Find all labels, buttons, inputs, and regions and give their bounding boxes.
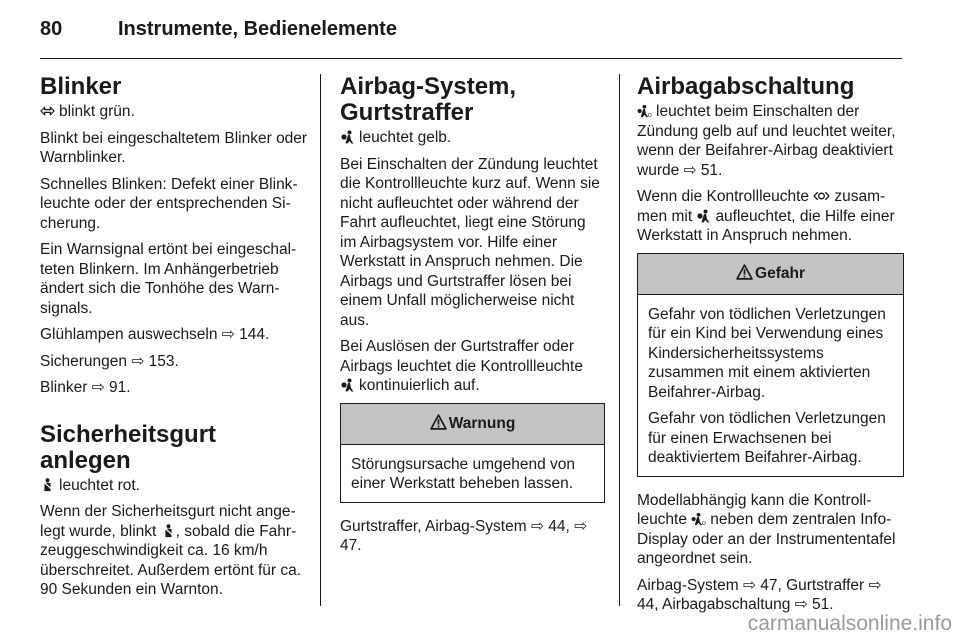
column-divider [619,74,620,606]
paragraph: blinkt grün. [40,102,308,122]
warning-text: Störungsursache umgehend von einer Werkstatt beheben lassen. [351,455,576,492]
paragraph: Bei Auslösen der Gurtstraffer oder Airbags leuchtet die Kontrollleuchte kontinuierlich auf. [340,338,583,394]
page-number: 80 [40,18,63,40]
seatbelt-icon [40,478,55,492]
warning-triangle-icon [430,414,447,430]
seatbelt-icon [161,524,176,538]
paragraph: leuchtet beim Einschalten der Zündung gelb auf und leuchtet weiter, wenn der Beifahrer-Airbag deaktiviert wurde ⇨ 51. [637,103,896,179]
paragraph: Blinkt bei eingeschaltetem Blinker oder Warnblinker. [40,129,308,166]
paragraph: Wenn die Kontrollleuchte zusammen mit aufleuchtet, die Hilfe einer Werkstatt in Anspruch nehmen. [637,188,895,244]
column-left [40,74,308,607]
warning-box [340,403,605,503]
reference-link[interactable]: Gurtstraffer, Airbag-System ⇨ 44, ⇨ 47. [340,517,588,554]
danger-body [638,295,903,476]
turn-signal-icon [40,104,55,118]
paragraph: leuchtet rot. [40,476,308,496]
header-rule [40,58,902,59]
reference-link[interactable]: Sicherungen ⇨ 153. [40,352,179,370]
paragraph: Schnelles Blinken: Defekt einer Blinkleuchte oder der entsprechenden Sicherung. [40,175,298,232]
warning-triangle-icon [736,264,753,280]
danger-header: Gefahr [638,254,903,295]
column-right [637,74,904,622]
paragraph: Wenn der Sicherheitsgurt nicht angelegt wurde, blinkt , sobald die Fahrzeuggeschwindigkeit ca. 16 km/h überschreitet. Außerdem ertönt für ca. 90 Sekunden ein Warnton. [40,503,302,598]
airbag-icon [696,209,711,223]
airbag-off-icon [691,512,706,526]
reference-link[interactable]: Blinker ⇨ 91. [40,379,131,396]
airbag-off-icon [637,104,652,118]
paragraph: Modellabhängig kann die Kontrollleuchte neben dem zentralen Info-Display oder an der Instrumententafel angeordnet sein. [637,491,896,567]
paragraph: Bei Einschalten der Zündung leuchtet die Kontrollleuchte kurz auf. Wenn sie nicht aufleuchtet oder während der Fahrt aufleuchtet, liegt eine Störung im Airbagsystem vor. Hilfe einer Werkstatt in Anspruch nehmen. Die Airbags und Gurtstraffer lösen bei einem Unfall möglicherweise nicht aus. [340,155,600,329]
column-divider [320,74,321,606]
section-title-airbag-off: Airbagabschaltung [637,73,855,100]
service-wrench-icon [813,189,830,203]
reference-link[interactable]: Airbag-System ⇨ 47, Gurtstraffer ⇨ 44, Airbagabschaltung ⇨ 51. [637,576,882,613]
section-title-airbag-system: Airbag-System, Gurtstraffer [340,73,517,126]
reference-link[interactable]: Glühlampen auswechseln ⇨ 144. [40,326,270,343]
paragraph: leuchtet gelb. [340,128,605,148]
warning-body [341,445,604,502]
section-title-blinker: Blinker [40,73,122,100]
watermark: carmanualsonline.info [747,612,952,635]
column-middle [340,74,605,563]
section-title-seatbelt: Sicherheitsgurt anlegen [40,420,217,474]
airbag-icon [340,130,355,144]
airbag-icon [340,378,355,392]
page-header [40,18,397,41]
danger-text: Gefahr von tödlichen Verletzungen für einen Erwachsenen bei deaktiviertem Beifahrer-Airbag. [648,410,886,466]
warning-header: Warnung [341,404,604,445]
danger-text: Gefahr von tödlichen Verletzungen für ein Kind bei Verwendung eines Kindersicherheitssystems zusammen mit einem aktivierten Beifahrer-Airbag. [648,305,886,401]
danger-box [637,253,904,477]
paragraph: Ein Warnsignal ertönt bei eingeschalteten Blinkern. Im Anhängerbetrieb ändert sich die Tonhöhe des Warnsignals. [40,241,297,317]
page-title: Instrumente, Bedienelemente [118,18,397,40]
